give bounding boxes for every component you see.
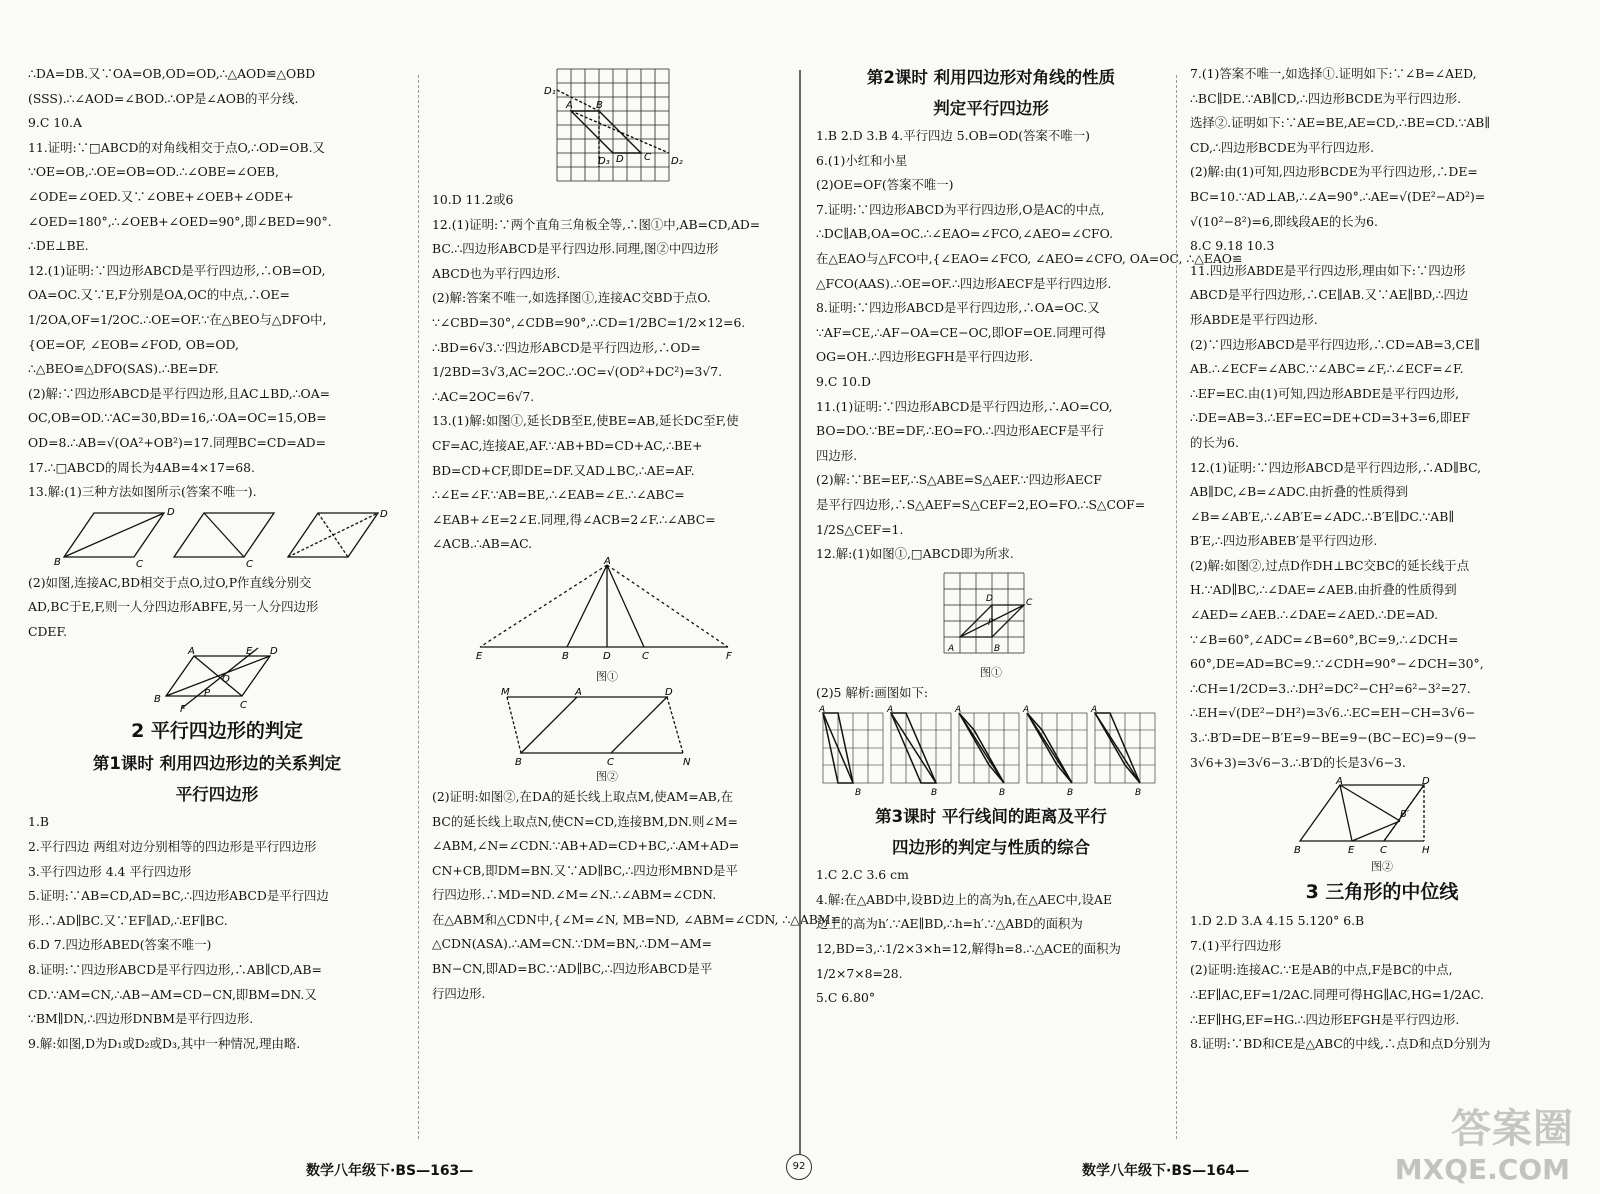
svg-text:A: A [954,705,961,716]
answer-line: 60°,DE=AD=BC=9.∵∠CDH=90°−∠DCH=30°, [1190,656,1484,672]
svg-text:A: A [948,643,955,654]
figure-2-caption: 图② [596,769,618,783]
answer-line: 在△ABM和△CDN中,{∠M=∠N, MB=ND, ∠ABM=∠CDN, ∴△ABM≌ [432,911,841,927]
svg-text:B: B [854,788,861,799]
svg-text:A: A [566,100,573,111]
answer-line: ∴DE⊥BE. [28,238,89,254]
answer-line: 行四边形.∴MD=ND.∠M=∠N.∴∠ABM=∠CDN. [432,887,717,903]
answer-line: 6.(1)小红和小星 [816,152,908,168]
figure-grid-d-points [532,64,682,186]
answer-line: (2)如图,连接AC,BD相交于点O,过O,P作直线分别交 [28,574,312,590]
answer-line: AD,BC于E,F,则一人分四边形ABFE,另一人分四边形 [28,599,319,615]
answer-line: ∴BD=6√3.∵四边形ABCD是平行四边形,∴OD= [432,339,701,355]
answer-line: ∠AED=∠AEB.∴∠DAE=∠AED.∴DE=AD. [1190,607,1439,623]
answer-line: AB∥DC,∠B=∠ADC.由折叠的性质得到 [1190,484,1408,500]
answer-line: 9.C 10.D [816,373,871,389]
figure-triangle-extension [472,555,742,667]
lesson-1-title-line2: 平行四边形 [175,785,259,805]
answer-line: 1.D 2.D 3.A 4.15 5.120° 6.B [1190,913,1365,929]
svg-text:F: F [180,704,186,716]
answer-line: 5.证明:∵AB=CD,AD=BC,∴四边形ABCD是平行四边 [28,888,329,904]
svg-text:C: C [642,650,649,662]
answer-line: CF=AC,连接AE,AF.∵AB+BD=CD+AC,∴BE+ [432,437,703,453]
answer-line: 1/2BD=3√3,AC=2OC.∴OC=√(OD²+DC²)=3√7. [432,364,723,380]
svg-text:A: A [575,686,582,698]
svg-text:A: A [818,705,825,716]
answer-line: 6.D 7.四边形ABED(答案不唯一) [28,937,212,953]
figure-1-caption-col3: 图① [980,665,1002,679]
figure-parallelogram-mn [497,687,717,767]
figure-parallelogram-split [152,646,282,716]
svg-text:B: B [1134,788,1141,799]
answer-line: (2)证明:连接AC.∵E是AB的中点,F是BC的中点, [1190,962,1453,978]
answer-line: 8.证明:∵四边形ABCD是平行四边形,∴OA=OC.又 [816,300,1100,316]
answer-line: (2)解:如图②,过点D作DH⊥BC交BC的延长线于点 [1190,557,1470,573]
answer-line: ∵BM∥DN,∴四边形DNBM是平行四边形. [28,1011,254,1027]
answer-line: 选择②.证明如下:∵AE=BE,AE=CD,∴BE=CD.∵AB∥ [1190,115,1490,131]
q12-part2: (2)5 解析:画图如下: [816,684,929,700]
svg-text:D: D [167,506,175,518]
answer-line: 8.C 9.18 10.3 [1190,238,1275,254]
lesson-2-title-line1: 第2课时 利用四边形对角线的性质 [866,68,1116,87]
answer-line: ∴△BEO≌△DFO(SAS).∴BE=DF. [28,361,219,377]
svg-text:D₃: D₃ [598,156,610,167]
answer-line: 边上的高为h′.∵AE∥BD,∴h=h′.∵△ABD的面积为 [816,916,1083,932]
answer-line: ∠ABM,∠N=∠CDN.∵AB+AD=CD+BC,∴AM+AD= [432,838,740,854]
answer-line: (2)证明:如图②,在DA的延长线上取点M,使AM=AB,在 [432,788,734,804]
answer-line: ∴∠E=∠F.∵AB=BE,∴∠EAB=∠E.∴∠ABC= [432,487,685,503]
svg-text:E: E [1348,845,1355,857]
svg-text:P: P [204,688,211,700]
answer-line: 1.B [28,814,49,830]
column-divider-2 [1176,75,1177,1139]
answer-line: 12.(1)证明:∵四边形ABCD是平行四边形,∴OB=OD, [28,262,326,278]
svg-text:P: P [988,617,994,628]
answer-line: BC的延长线上取点N,使CN=CD,连接BM,DN.则∠M= [432,813,738,829]
svg-text:D₂: D₂ [671,156,683,167]
answer-line: 1/2×7×8=28. [816,965,903,981]
svg-text:C: C [1026,597,1033,608]
center-badge: 92 [786,1154,812,1180]
svg-text:B: B [1066,788,1073,799]
answer-line: BD=CD+CF,即DE=DF.又AD⊥BC,∴AE=AF. [432,462,695,478]
svg-text:H: H [1422,845,1430,857]
svg-text:C: C [607,756,614,768]
answer-line: ∴EF∥HG,EF=HG.∴四边形EFGH是平行四边形. [1190,1011,1460,1027]
svg-text:B: B [54,556,61,568]
answer-line: B′E,∴四边形ABEB′是平行四边形. [1190,533,1378,549]
svg-text:C: C [246,558,253,570]
svg-text:B: B [930,788,937,799]
answer-line: 13.(1)解:如图①,延长DB至E,使BE=AB,延长DC至F,使 [432,413,739,429]
figure-five-grids [819,707,1164,799]
answer-line: BC.∴四边形ABCD是平行四边形.同理,图②中四边形 [432,241,719,257]
answer-line: ∵OE=OB,∴OE=OB=OD.∴∠OBE=∠OEB, [28,164,279,180]
answer-line: ABCD是平行四边形,∴CE∥AB.又∵AE∥BD,∴四边 [1190,287,1469,303]
svg-text:B: B [562,650,569,662]
answer-line: ∠OED=180°,∴∠OEB+∠OED=90°,即∠BED=90°. [28,213,332,229]
answer-line: 11.证明:∵□ABCD的对角线相交于点O,∴OD=OB.又 [28,139,325,155]
answer-line: 12.(1)证明:∵四边形ABCD是平行四边形,∴AD∥BC, [1190,459,1482,475]
svg-text:B′: B′ [1400,809,1410,821]
svg-text:C: C [1380,845,1387,857]
answer-line: 形.∴AD∥BC.又∵EF∥AD,∴EF∥BC. [28,912,228,928]
answer-line: {OE=OF, ∠EOB=∠FOD, OB=OD, [28,336,239,352]
svg-text:C: C [136,558,143,570]
svg-text:B: B [596,100,603,111]
answer-line: BC=10.∵AD⊥AB,∴∠A=90°.∴AE=√(DE²−AD²)= [1190,188,1486,204]
footer-page-164: 数学八年级下·BS—164— [1082,1163,1250,1179]
page-spine [799,70,801,1154]
answer-line: 5.C 6.80° [816,990,876,1006]
svg-text:N: N [683,756,691,768]
svg-text:F: F [726,650,732,662]
svg-text:D: D [665,686,673,698]
answer-line: ∠EAB+∠E=2∠E.同理,得∠ACB=2∠F.∴∠ABC= [432,511,716,527]
section-title-2: 2 平行四边形的判定 [131,720,303,743]
svg-text:B: B [154,694,161,706]
answer-line: ∴EF=EC.由(1)可知,四边形ABDE是平行四边形, [1190,385,1460,401]
answer-line: BO=DO.∵BE=DF,∴EO=FO.∴四边形AECF是平行 [816,423,1104,439]
answer-line: 7.(1)平行四边形 [1190,937,1282,953]
answer-line: ∠ACB.∴AB=AC. [432,536,533,552]
answer-line: ∵AF=CE,∴AF−OA=CE−OC,即OF=OE.同理可得 [816,324,1106,340]
svg-text:A: A [188,646,195,658]
svg-text:A: A [604,555,611,567]
svg-text:D₁: D₁ [544,86,556,97]
answer-line: 11.(1)证明:∵四边形ABCD是平行四边形,∴AO=CO, [816,398,1113,414]
answer-line: OG=OH.∴四边形EGFH是平行四边形. [816,349,1034,365]
column-4 [1190,62,1574,1057]
answer-line: 8.证明:∵四边形ABCD是平行四边形,∴AB∥CD,AB= [28,962,322,978]
answer-line: 1/2S△CEF=1. [816,521,904,537]
answer-line: (2)∵四边形ABCD是平行四边形,∴CD=AB=3,CE∥ [1190,336,1480,352]
answer-line: CN+CB,即DM=BN.又∵AD∥BC,∴四边形MBND是平 [432,862,738,878]
answer-line: (2)OE=OF(答案不唯一) [816,177,954,193]
svg-text:D: D [616,154,624,165]
answer-line: 9.C 10.A [28,115,82,131]
svg-text:A: A [1336,776,1343,788]
answer-line: 1.C 2.C 3.6 cm [816,867,909,883]
answer-line: ∴EF∥AC,EF=1/2AC.同理可得HG∥AC,HG=1/2AC. [1190,987,1484,1002]
watermark-logo-text: 答案圈 [1451,1106,1574,1152]
column-1 [28,62,406,1056]
column-2 [432,62,841,1006]
svg-text:A: A [1090,705,1097,716]
answer-line: 17.∴□ABCD的周长为4AB=4×17=68. [28,459,255,475]
answer-line: 1/2OA,OF=1/2OC.∴OE=OF.∵在△BEO与△DFO中, [28,311,327,327]
answer-line: 是平行四边形,∴S△AEF=S△CEF=2,EO=FO.∴S△COF= [816,496,1146,512]
svg-text:O: O [222,674,230,686]
answer-line: 3.平行四边形 4.4 平行四边形 [28,863,192,879]
answer-line: ∴BC∥DE.∵AB∥CD,∴四边形BCDE为平行四边形. [1190,90,1462,106]
svg-text:B: B [998,788,1005,799]
figure-folded-parallelogram [1272,777,1492,857]
svg-text:C: C [644,152,651,163]
svg-text:D: D [603,650,611,662]
answer-line: (SSS).∴∠AOD=∠BOD.∴OP是∠AOB的平分线. [28,90,299,106]
answer-line: 7.证明:∵四边形ABCD为平行四边形,O是AC的中点, [816,201,1105,217]
svg-text:D: D [1422,776,1430,788]
answer-line: 12.解:(1)如图①,□ABCD即为所求. [816,546,1014,562]
figure-2-caption-col4: 图② [1371,860,1393,874]
answer-line: 7.(1)答案不唯一,如选择①.证明如下:∵∠B=∠AED, [1190,66,1477,81]
answer-line: △CDN(ASA).∴AM=CN.∵DM=BN,∴DM−AM= [432,936,713,952]
footer-page-163: 数学八年级下·BS—163— [306,1163,474,1179]
answer-line: 的长为6. [1190,434,1239,450]
answer-line: (2)解:∵四边形ABCD是平行四边形,且AC⊥BD,∴OA= [28,385,331,401]
svg-text:D: D [380,508,388,520]
answer-line: ∴DE=AB=3.∴EF=EC=DE+CD=3+3=6,即EF [1190,410,1470,426]
column-divider-1 [418,75,419,1139]
answer-line: CDEF. [28,623,68,639]
lesson-2-title-line2: 判定平行四边形 [933,99,1049,118]
answer-line: 10.D 11.2或6 [432,192,514,207]
answer-line: (2)解:∵BE=EF,∴S△ABE=S△AEF.∵四边形AECF [816,472,1102,488]
answer-line: 3√6+3)=3√6−3.∴B′D的长是3√6−3. [1190,754,1406,770]
answer-line: OC,OB=OD.∵AC=30,BD=16,∴OA=OC=15,OB= [28,410,327,426]
section-title-3: 3 三角形的中位线 [1305,881,1459,904]
svg-text:D: D [986,593,993,604]
svg-text:B: B [515,756,522,768]
answer-line: 在△EAO与△FCO中,{∠EAO=∠FCO, ∠AEO=∠CFO, OA=OC, ∴△EAO≌ [816,250,1243,266]
answer-line: 13.解:(1)三种方法如图所示(答案不唯一). [28,484,257,500]
answer-line: ∴DA=DB.又∵OA=OB,OD=OD,∴△AOD≌△OBD [28,66,316,81]
answer-line: 12,BD=3,∴1/2×3×h=12,解得h=8.∴△ACE的面积为 [816,941,1121,957]
answer-line: ABCD也为平行四边形. [432,265,561,281]
lesson-3-title-line1: 第3课时 平行线间的距离及平行 [875,807,1107,827]
answer-line: 9.解:如图,D为D₁或D₂或D₃,其中一种情况,理由略. [28,1035,301,1051]
answer-line: ∴CH=1/2CD=3.∴DH²=DC²−CH²=6²−3²=27. [1190,680,1471,696]
answer-line: 12.(1)证明:∵两个直角三角板全等,∴图①中,AB=CD,AD= [432,216,761,232]
svg-text:E: E [246,646,253,658]
answer-line: 四边形. [816,447,858,463]
answer-line: △FCO(AAS).∴OE=OF.∴四边形AECF是平行四边形. [816,275,1112,291]
watermark-url: MXQE.COM [1394,1153,1570,1186]
answer-line: AB.∴∠ECF=∠ABC.∵∠ABC=∠F,∴∠ECF=∠F. [1190,361,1464,377]
figure-1-caption: 图① [596,669,618,683]
answer-line: ∠B=∠AB′E,∴∠AB′E=∠ADC.∴B′E∥DC.∵AB∥ [1190,508,1455,524]
figure-parallelogram-three-methods [52,506,388,570]
lesson-1-title-line1: 第1课时 利用四边形边的关系判定 [92,754,342,774]
svg-text:D: D [270,646,278,658]
svg-text:E: E [476,650,483,662]
svg-text:M: M [501,686,510,698]
answer-line: OA=OC.又∵E,F分别是OA,OC的中点,∴OE= [28,287,290,303]
answer-line: 2.平行四边 两组对边分别相等的四边形是平行四边形 [28,839,317,855]
svg-text:C: C [240,700,247,712]
answer-line: √(10²−8²)=6,即线段AE的长为6. [1190,213,1378,229]
answer-line: ∴EH=√(DE²−DH²)=3√6.∴EC=EH−CH=3√6− [1190,705,1476,721]
answer-line: H.∵AD∥BC,∴∠DAE=∠AEB.由折叠的性质得到 [1190,582,1457,598]
answer-line: 11.四边形ABDE是平行四边形,理由如下:∵四边形 [1190,262,1466,278]
answer-line: ∵∠CBD=30°,∠CDB=90°,∴CD=1/2BC=1/2×12=6. [432,314,746,330]
answer-line: (2)解:由(1)可知,四边形BCDE为平行四边形,∴DE= [1190,164,1478,180]
answer-line: OD=8.∴AB=√(OA²+OB²)=17.同理BC=CD=AD= [28,434,326,450]
answer-line: ∴AC=2OC=6√7. [432,388,535,404]
answer-line: 4.解:在△ABD中,设BD边上的高为h,在△AEC中,设AE [816,891,1113,907]
figure-grid-parallelogram [936,569,1046,663]
answer-line: (2)解:答案不唯一,如选择图①,连接AC交BD于点O. [432,290,711,306]
answer-line: ∴DC∥AB,OA=OC.∴∠EAO=∠FCO,∠AEO=∠CFO. [816,226,1114,242]
lesson-3-title-line2: 四边形的判定与性质的综合 [892,838,1090,858]
svg-text:B: B [1294,845,1301,857]
answer-line: 1.B 2.D 3.B 4.平行四边 5.OB=OD(答案不唯一) [816,128,1090,143]
svg-text:A: A [1022,705,1029,716]
answer-line: 3.∴B′D=DE−B′E=9−BE=9−(BC−EC)=9−(9− [1190,730,1477,746]
answer-line: 行四边形. [432,985,486,1001]
answer-line: 形ABDE是平行四边形. [1190,311,1318,327]
svg-text:B: B [994,643,1001,654]
answer-line: CD.∵AM=CN,∴AB−AM=CD−CN,即BM=DN.又 [28,986,317,1002]
svg-text:A: A [886,705,893,716]
answer-line: ∵∠B=60°,∠ADC=∠B=60°,BC=9,∴∠DCH= [1190,631,1459,647]
answer-line: 8.证明:∵BD和CE是△ABC的中线,∴点D和点D分别为 [1190,1036,1491,1052]
answer-line: BN−CN,即AD=BC.∵AD∥BC,∴四边形ABCD是平 [432,961,713,977]
answer-line: CD,∴四边形BCDE为平行四边形. [1190,139,1375,155]
answer-line: ∠ODE=∠OED.又∵∠OBE+∠OEB+∠ODE+ [28,188,294,204]
